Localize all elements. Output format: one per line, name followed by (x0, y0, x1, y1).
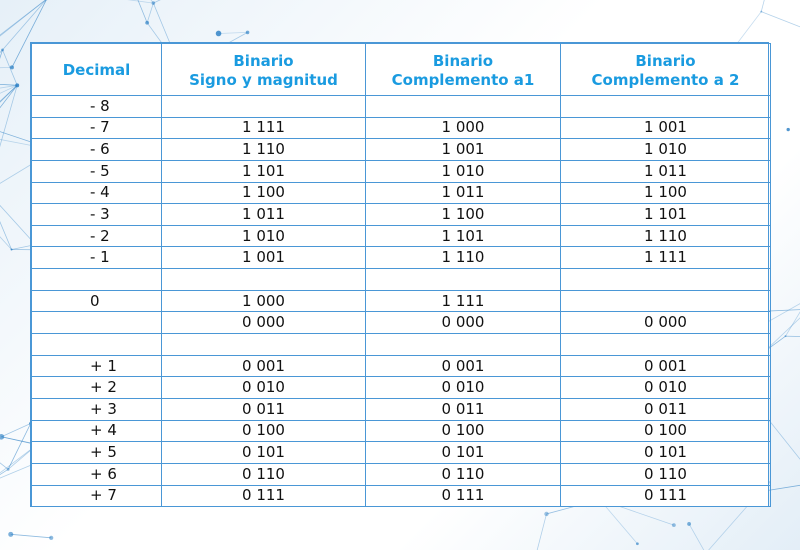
cell-decimal: 0 (32, 290, 162, 312)
table-row (32, 442, 771, 464)
cell-complemento-a2: 0 011 (561, 398, 771, 420)
network-line (0, 85, 17, 126)
cell-decimal (32, 269, 162, 291)
cell-decimal: + 6 (32, 463, 162, 485)
cell-signo-magnitud: 0 000 (162, 312, 366, 334)
cell-complemento-a1: 1 111 (366, 290, 561, 312)
cell-decimal: - 6 (32, 139, 162, 161)
cell-signo-magnitud: 0 001 (162, 355, 366, 377)
table-row (32, 485, 771, 507)
network-node (0, 434, 4, 440)
cell-decimal (32, 312, 162, 334)
cell-complemento-a1: 0 111 (366, 485, 561, 507)
cell-decimal: + 5 (32, 442, 162, 464)
table-row (32, 225, 771, 247)
cell-complemento-a2: 0 101 (561, 442, 771, 464)
header-row (32, 44, 771, 96)
table-row (32, 290, 771, 312)
cell-complemento-a1: 0 011 (366, 398, 561, 420)
network-line (219, 32, 248, 33)
network-node (10, 65, 14, 69)
table-row (32, 355, 771, 377)
network-line (0, 191, 12, 249)
network-line (761, 12, 800, 40)
network-line (529, 514, 547, 550)
network-node (49, 536, 53, 540)
cell-decimal: + 2 (32, 377, 162, 399)
cell-complemento-a2: 0 000 (561, 312, 771, 334)
header-decimal-label: Decimal (62, 61, 131, 79)
network-node (544, 512, 548, 516)
cell-complemento-a2: 0 010 (561, 377, 771, 399)
cell-complemento-a1: 0 100 (366, 420, 561, 442)
network-node (1, 48, 4, 51)
cell-signo-magnitud: 0 010 (162, 377, 366, 399)
table-row (32, 117, 771, 139)
cell-signo-magnitud: 1 000 (162, 290, 366, 312)
cell-complemento-a1: 0 110 (366, 463, 561, 485)
network-node (11, 248, 13, 250)
network-node (145, 21, 149, 25)
cell-complemento-a2: 1 011 (561, 160, 771, 182)
network-node (7, 468, 10, 471)
network-line (0, 441, 8, 469)
cell-decimal: + 4 (32, 420, 162, 442)
binary-representation-table-container (30, 42, 769, 507)
header-signo-line1: Binario (233, 51, 294, 70)
cell-signo-magnitud: 1 010 (162, 225, 366, 247)
cell-complemento-a1: 1 101 (366, 225, 561, 247)
header-c1-line1: Binario (432, 51, 494, 70)
header-c1-line2: Complemento a1 (391, 70, 535, 89)
cell-complemento-a1 (366, 334, 561, 356)
network-node (15, 83, 19, 87)
cell-decimal: + 7 (32, 485, 162, 507)
header-decimal (32, 44, 162, 96)
cell-decimal: + 1 (32, 355, 162, 377)
cell-signo-magnitud: 0 101 (162, 442, 366, 464)
network-line (153, 0, 233, 3)
cell-complemento-a1: 1 011 (366, 182, 561, 204)
network-node (246, 31, 250, 35)
cell-signo-magnitud: 1 110 (162, 139, 366, 161)
table-header (32, 44, 771, 96)
cell-complemento-a1 (366, 269, 561, 291)
network-node (785, 335, 787, 337)
cell-decimal: - 7 (32, 117, 162, 139)
cell-complemento-a2: 0 110 (561, 463, 771, 485)
cell-complemento-a2: 1 101 (561, 204, 771, 226)
network-node (216, 31, 222, 37)
network-line (761, 0, 777, 12)
table-row (32, 96, 771, 118)
network-node (636, 542, 639, 545)
table-row (32, 312, 771, 334)
table-row (32, 269, 771, 291)
network-node (760, 11, 762, 13)
header-c2-line1: Binario (635, 51, 696, 70)
table-row (32, 247, 771, 269)
network-node (152, 1, 156, 5)
cell-signo-magnitud: 1 011 (162, 204, 366, 226)
cell-signo-magnitud: 0 110 (162, 463, 366, 485)
cell-complemento-a1: 0 010 (366, 377, 561, 399)
cell-complemento-a2 (561, 269, 771, 291)
network-node (787, 128, 790, 131)
header-complemento-a2 (561, 44, 771, 96)
cell-signo-magnitud: 0 111 (162, 485, 366, 507)
cell-complemento-a2: 0 111 (561, 485, 771, 507)
network-line (1, 424, 30, 437)
cell-decimal: - 8 (32, 96, 162, 118)
table-row (32, 420, 771, 442)
cell-decimal: - 5 (32, 160, 162, 182)
cell-decimal: + 3 (32, 398, 162, 420)
header-c2-line2: Complemento a 2 (591, 70, 740, 89)
table-row (32, 182, 771, 204)
cell-complemento-a1 (366, 96, 561, 118)
cell-decimal (32, 334, 162, 356)
cell-signo-magnitud: 0 100 (162, 420, 366, 442)
cell-signo-magnitud: 1 001 (162, 247, 366, 269)
network-line (0, 81, 17, 85)
network-line (147, 3, 153, 23)
network-line (689, 524, 706, 550)
cell-complemento-a2: 1 001 (561, 117, 771, 139)
network-line (123, 0, 147, 23)
table-row (32, 160, 771, 182)
cell-signo-magnitud (162, 334, 366, 356)
header-complemento-a1 (366, 44, 561, 96)
cell-complemento-a2 (561, 334, 771, 356)
cell-decimal: - 1 (32, 247, 162, 269)
binary-representation-table (31, 43, 771, 507)
network-line (11, 534, 51, 538)
cell-signo-magnitud: 0 011 (162, 398, 366, 420)
table-row (32, 334, 771, 356)
network-line (94, 0, 153, 3)
cell-complemento-a2: 1 010 (561, 139, 771, 161)
cell-decimal: - 3 (32, 204, 162, 226)
network-line (0, 50, 3, 144)
cell-signo-magnitud: 1 101 (162, 160, 366, 182)
cell-complemento-a2: 0 001 (561, 355, 771, 377)
cell-signo-magnitud (162, 96, 366, 118)
cell-complemento-a2: 1 111 (561, 247, 771, 269)
cell-complemento-a1: 0 000 (366, 312, 561, 334)
network-node (672, 523, 676, 527)
cell-complemento-a1: 1 001 (366, 139, 561, 161)
cell-signo-magnitud: 1 111 (162, 117, 366, 139)
table-row (32, 204, 771, 226)
cell-signo-magnitud: 1 100 (162, 182, 366, 204)
table-row (32, 398, 771, 420)
cell-decimal: - 2 (32, 225, 162, 247)
cell-complemento-a2 (561, 96, 771, 118)
table-body (32, 96, 771, 507)
cell-complemento-a1: 1 000 (366, 117, 561, 139)
cell-complemento-a2: 1 110 (561, 225, 771, 247)
network-node (687, 522, 691, 526)
cell-complemento-a1: 1 100 (366, 204, 561, 226)
network-line (0, 85, 17, 191)
cell-complemento-a2 (561, 290, 771, 312)
network-line (786, 336, 800, 338)
cell-complemento-a1: 0 101 (366, 442, 561, 464)
cell-signo-magnitud (162, 269, 366, 291)
table-row (32, 377, 771, 399)
network-node (8, 532, 13, 537)
cell-complemento-a1: 1 010 (366, 160, 561, 182)
cell-complemento-a2: 0 100 (561, 420, 771, 442)
table-row (32, 463, 771, 485)
cell-decimal: - 4 (32, 182, 162, 204)
cell-complemento-a1: 0 001 (366, 355, 561, 377)
cell-complemento-a1: 1 110 (366, 247, 561, 269)
header-signo-line2: Signo y magnitud (189, 70, 338, 89)
cell-complemento-a2: 1 100 (561, 182, 771, 204)
table-row (32, 139, 771, 161)
header-signo-magnitud (162, 44, 366, 96)
network-line (8, 424, 31, 470)
